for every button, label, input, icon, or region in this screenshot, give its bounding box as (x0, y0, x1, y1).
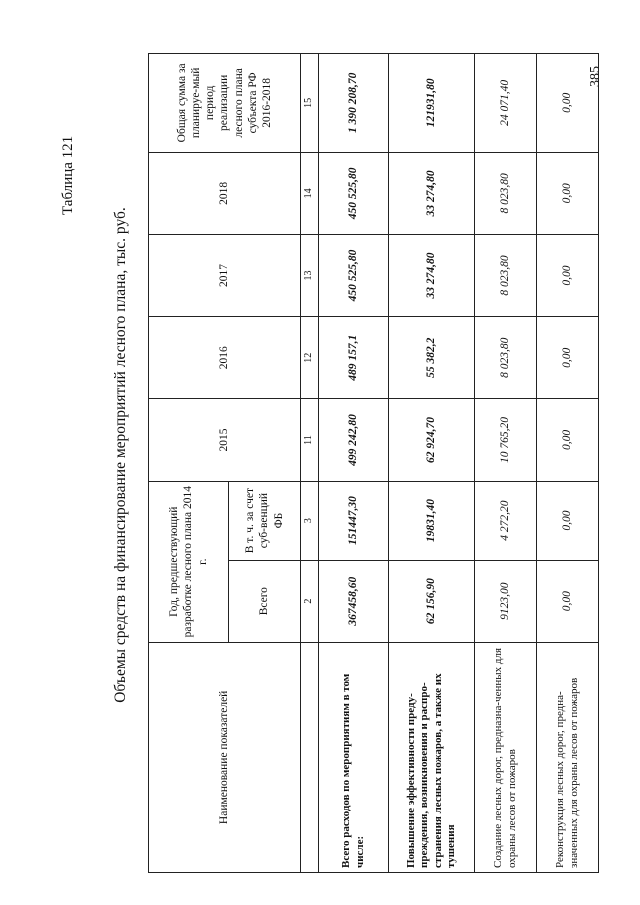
cell-value: 19831,40 (389, 481, 475, 560)
col-number: 12 (301, 317, 319, 399)
cell-value: 0,00 (537, 54, 599, 153)
cell-value: 4 272,20 (475, 481, 537, 560)
table-row (537, 54, 599, 873)
table-row (389, 54, 475, 873)
cell-value: 62 156,90 (389, 560, 475, 642)
cell-value: 151447,30 (319, 481, 389, 560)
header-2017: 2017 (149, 234, 301, 316)
cell-value: 24 071,40 (475, 54, 537, 153)
cell-value: 33 274,80 (389, 234, 475, 316)
cell-value: 8 023,80 (475, 317, 537, 399)
header-total: Всего (229, 560, 301, 642)
table-title: Объемы средств на финансирование мероприятий лесного плана, тыс. руб. (112, 207, 129, 703)
cell-value: 55 382,2 (389, 317, 475, 399)
table-row (475, 54, 537, 873)
cell-value: 0,00 (537, 152, 599, 234)
cell-value: 450 525,80 (319, 152, 389, 234)
cell-value: 10 765,20 (475, 399, 537, 481)
col-number: 2 (301, 560, 319, 642)
header-2016: 2016 (149, 317, 301, 399)
cell-value: 121931,80 (389, 54, 475, 153)
cell-value: 33 274,80 (389, 152, 475, 234)
cell-value: 0,00 (537, 234, 599, 316)
cell-value: 0,00 (537, 317, 599, 399)
header-fb: В т. ч. за счет суб-венций ФБ (229, 481, 301, 560)
cell-value: 8 023,80 (475, 234, 537, 316)
table-row (319, 54, 389, 873)
cell-value: 0,00 (537, 560, 599, 642)
col-number: 14 (301, 152, 319, 234)
cell-value: 9123,00 (475, 560, 537, 642)
row-name: Повышение эффективности преду-преждения, возникновения и распро-странения лесных пожаров, а также их тушения (389, 642, 475, 872)
cell-value: 499 242,80 (319, 399, 389, 481)
cell-value: 367458,60 (319, 560, 389, 642)
col-number: 13 (301, 234, 319, 316)
cell-value: 0,00 (537, 399, 599, 481)
col-number: 15 (301, 54, 319, 153)
row-name: Создание лесных дорог, предназна-ченных для охраны лесов от пожаров (475, 642, 537, 872)
col-number: 11 (301, 399, 319, 481)
row-name: Реконструкция лесных дорог, предна-значенных для охраны лесов от пожаров (537, 642, 599, 872)
cell-value: 489 157,1 (319, 317, 389, 399)
cell-value: 62 924,70 (389, 399, 475, 481)
cell-value: 8 023,80 (475, 152, 537, 234)
col-number (301, 642, 319, 872)
cell-value: 450 525,80 (319, 234, 389, 316)
header-2015: 2015 (149, 399, 301, 481)
financing-table (148, 53, 599, 873)
page-number: 385 (588, 66, 603, 87)
table-number: Таблица 121 (60, 135, 76, 215)
cell-value: 1 390 208,70 (319, 54, 389, 153)
col-number: 3 (301, 481, 319, 560)
header-prev-year: Год, предшествующий разработке лесного плана 2014 г. (149, 481, 229, 642)
header-name: Наименование показателей (149, 642, 301, 872)
row-name: Всего расходов по мероприятиям в том числе: (319, 642, 389, 872)
cell-value: 0,00 (537, 481, 599, 560)
header-total-sum: Общая сумма за планируе-мый период реализации лесного плана субъекта РФ 2016-2018 (149, 54, 301, 153)
header-2018: 2018 (149, 152, 301, 234)
